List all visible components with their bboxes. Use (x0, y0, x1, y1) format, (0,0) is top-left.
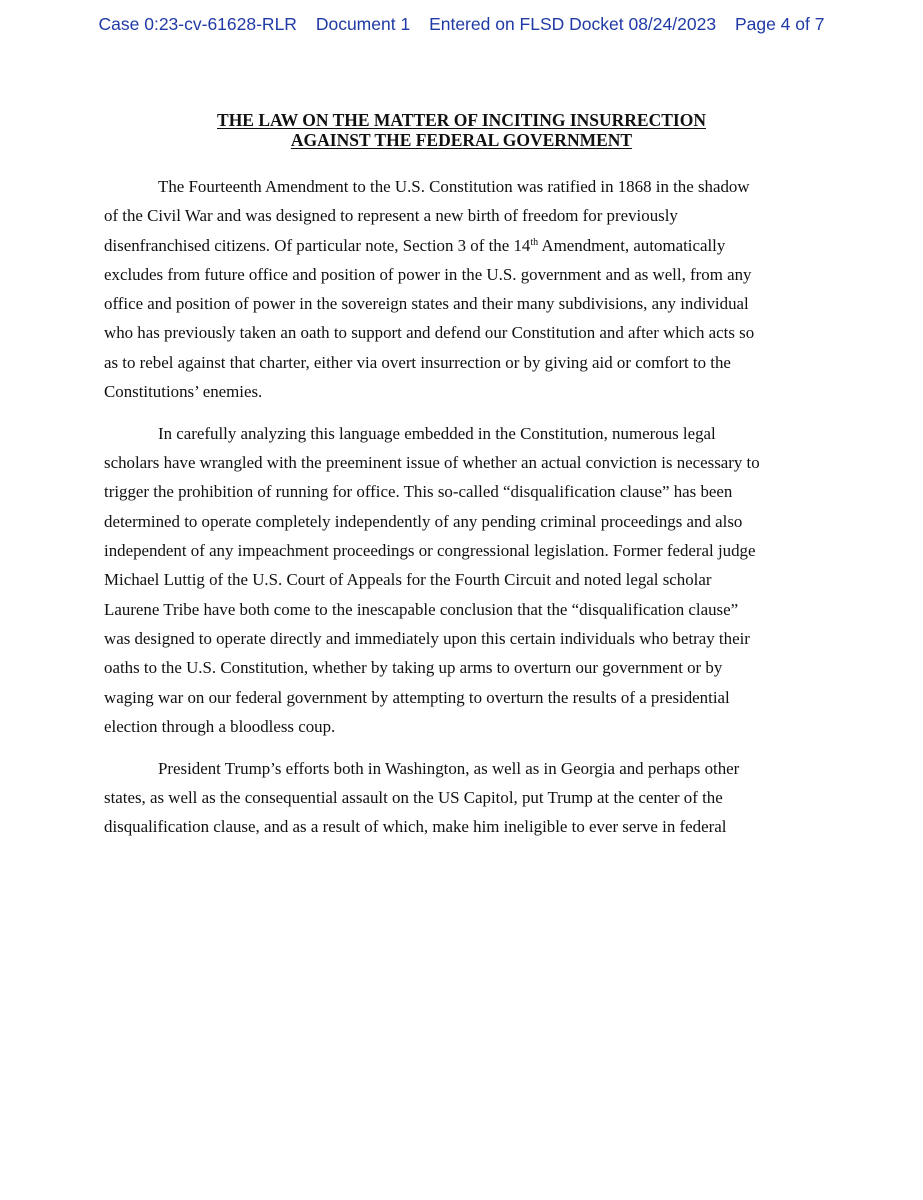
paragraph-gap (104, 741, 822, 754)
paragraph-line: Laurene Tribe have both come to the inescapable conclusion that the “disqualification clause” (104, 599, 739, 619)
court-docket-header (0, 14, 923, 35)
paragraph-line: disenfranchised citizens. Of particular note, Section 3 of the 14th Amendment, automatically (104, 235, 726, 255)
header-page-number: Page 4 of 7 (734, 14, 825, 34)
paragraph-line: office and position of power in the sovereign states and their many subdivisions, any individual (104, 294, 749, 314)
paragraph-line: states, as well as the consequential assault on the US Capitol, put Trump at the center of the (104, 787, 723, 807)
superscript: th (530, 236, 539, 248)
section-title-line-1: THE LAW ON THE MATTER OF INCITING INSURRECTION (217, 110, 706, 130)
paragraph-line: who has previously taken an oath to support and defend our Constitution and after which acts so (104, 323, 755, 343)
paragraph-line: Michael Luttig of the U.S. Court of Appeals for the Fourth Circuit and noted legal scholar (104, 570, 712, 590)
paragraph-line: oaths to the U.S. Constitution, whether by taking up arms to overturn our government or by (104, 658, 723, 678)
paragraph (104, 754, 822, 842)
paragraph-line: Constitutions’ enemies. (104, 382, 263, 402)
paragraph-line: independent of any impeachment proceedings or congressional legislation. Former federal judge (104, 541, 756, 561)
header-docket-entry: Entered on FLSD Docket 08/24/2023 (429, 14, 717, 34)
paragraph-line: of the Civil War and was designed to represent a new birth of freedom for previously (104, 206, 678, 226)
paragraph-line: scholars have wrangled with the preeminent issue of whether an actual conviction is necessary to (104, 453, 760, 473)
paragraph-line: as to rebel against that charter, either via overt insurrection or by giving aid or comfort to the (104, 352, 731, 372)
document-body (104, 172, 822, 842)
paragraph-line: waging war on our federal government by attempting to overturn the results of a presidential (104, 687, 730, 707)
section-title (0, 110, 923, 150)
paragraph-line: The Fourteenth Amendment to the U.S. Constitution was ratified in 1868 in the shadow (158, 177, 750, 196)
paragraph-line: was designed to operate directly and immediately upon this certain individuals who betray their (104, 628, 750, 648)
paragraph-line: excludes from future office and position of power in the U.S. government and as well, from any (104, 264, 752, 284)
paragraph-line: In carefully analyzing this language embedded in the Constitution, numerous legal (158, 423, 716, 443)
paragraph-line: determined to operate completely independently of any pending criminal proceedings and also (104, 511, 743, 531)
section-title-line-2: AGAINST THE FEDERAL GOVERNMENT (290, 130, 633, 150)
paragraph-line: disqualification clause, and as a result of which, make him ineligible to ever serve in federal (104, 817, 727, 837)
header-document-number: Document 1 (315, 14, 411, 34)
paragraph-line: President Trump’s efforts both in Washington, as well as in Georgia and perhaps other (158, 758, 740, 778)
paragraph-gap (104, 406, 822, 419)
header-case-number: Case 0:23-cv-61628-RLR (98, 14, 297, 34)
paragraph (104, 419, 822, 741)
paragraph (104, 172, 822, 406)
paragraph-line: election through a bloodless coup. (104, 716, 336, 736)
paragraph-line: trigger the prohibition of running for office. This so-called “disqualification clause” has been (104, 482, 733, 502)
